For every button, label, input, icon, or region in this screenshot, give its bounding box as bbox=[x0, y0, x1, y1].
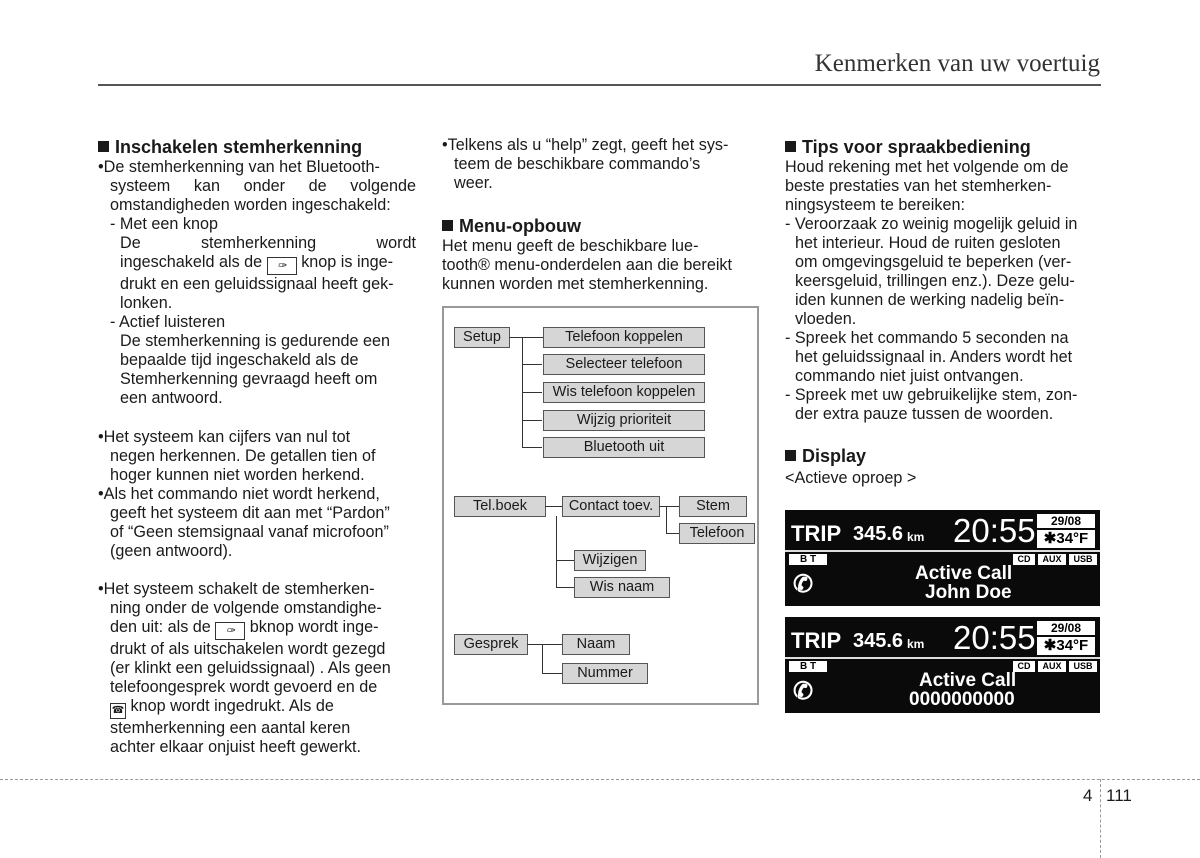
cd-badge: CD bbox=[1013, 661, 1035, 672]
bullet-3: •Als het commando niet wordt herkend, bbox=[98, 485, 380, 503]
distance-unit: km bbox=[907, 637, 925, 651]
text-line: De stemherkenning wordt bbox=[120, 234, 416, 252]
menu-box-wijzigen: Wijzigen bbox=[574, 550, 646, 571]
square-bullet-icon bbox=[785, 141, 796, 152]
menu-box-item: Wis telefoon koppelen bbox=[543, 382, 705, 403]
text-line: of “Geen stemsignaal vanaf microfoon” bbox=[110, 523, 389, 541]
footer-rule bbox=[0, 779, 1200, 780]
caller-number: 0000000000 bbox=[909, 689, 1015, 710]
text-line: weer. bbox=[454, 174, 493, 192]
menu-box-stem: Stem bbox=[679, 496, 747, 517]
text-line: negen herkennen. De getallen tien of bbox=[110, 447, 376, 465]
section-heading-voice: Inschakelen stemherkenning bbox=[98, 136, 416, 158]
text-line: drukt en een geluidssignaal heeft gek- bbox=[120, 275, 394, 293]
connector bbox=[666, 533, 679, 534]
connector bbox=[542, 644, 543, 674]
trip-label: TRIP bbox=[791, 521, 842, 546]
menu-box-nummer: Nummer bbox=[562, 663, 648, 684]
display-top-row bbox=[785, 617, 1100, 657]
trip-label: TRIP bbox=[791, 628, 842, 653]
text-line: keersgeluid, trillingen enz.). Deze gelu- bbox=[795, 272, 1075, 290]
section-heading-display: Display bbox=[785, 445, 1101, 467]
menu-box-wisnaam: Wis naam bbox=[574, 577, 670, 598]
text-line: geeft het systeem dit aan met “Pardon” bbox=[110, 504, 390, 522]
text-line: stemherkenning een aantal keren bbox=[110, 719, 351, 737]
display-screen-1 bbox=[785, 510, 1100, 606]
text-line: ingeschakeld als de ✑ knop is inge- bbox=[98, 253, 416, 275]
connector bbox=[527, 644, 562, 645]
date-badge: 29/08 bbox=[1037, 621, 1095, 635]
column-2 bbox=[442, 136, 760, 294]
aux-badge: AUX bbox=[1038, 661, 1066, 672]
menu-box-item: Wijzig prioriteit bbox=[543, 410, 705, 431]
text-line: - Spreek met uw gebruikelijke stem, zon- bbox=[785, 386, 1078, 404]
bullet-help: •Telkens als u “help” zegt, geeft het sys- bbox=[442, 136, 729, 154]
header-rule bbox=[98, 84, 1101, 86]
connector bbox=[556, 560, 574, 561]
menu-box-naam: Naam bbox=[562, 634, 630, 655]
connector bbox=[556, 516, 557, 587]
text-line: lonken. bbox=[120, 294, 173, 312]
connector bbox=[666, 506, 667, 534]
voice-call-icon: ✆ bbox=[793, 571, 814, 598]
text-line: ☎ knop wordt ingedrukt. Als de bbox=[98, 697, 416, 719]
column-1 bbox=[98, 136, 416, 757]
bullet-4: •Het systeem schakelt de stemherken- bbox=[98, 580, 375, 598]
text-line: een antwoord. bbox=[120, 389, 223, 407]
menu-box-contact: Contact toev. bbox=[562, 496, 660, 517]
spacer bbox=[98, 408, 416, 428]
menu-structure-diagram bbox=[442, 306, 759, 705]
temperature-badge: ✱34°F bbox=[1037, 637, 1095, 655]
text-line: beste prestaties van het stemherken- bbox=[785, 177, 1052, 195]
text-line: drukt of als uitschakelen wordt gezegd bbox=[110, 640, 386, 658]
text-line: der extra pauze tussen de woorden. bbox=[795, 405, 1054, 423]
date-badge: 29/08 bbox=[1037, 514, 1095, 528]
text-line: teem de beschikbare commando’s bbox=[454, 155, 701, 173]
text-line: (geen antwoord). bbox=[110, 542, 233, 560]
call-status: Active Call bbox=[919, 670, 1017, 691]
display-screen-2 bbox=[785, 617, 1100, 713]
caller-name: John Doe bbox=[925, 582, 1012, 603]
square-bullet-icon bbox=[98, 141, 109, 152]
usb-badge: USB bbox=[1069, 554, 1097, 565]
text-line: bepaalde tijd ingeschakeld als de bbox=[120, 351, 359, 369]
connector bbox=[545, 506, 562, 507]
section-heading-tips: Tips voor spraakbediening bbox=[785, 136, 1101, 158]
distance-unit: km bbox=[907, 530, 925, 544]
text-line: systeem kan onder de volgende bbox=[110, 177, 416, 195]
usb-badge: USB bbox=[1069, 661, 1097, 672]
text-line: telefoongesprek wordt gevoerd en de bbox=[110, 678, 378, 696]
text-line: iden kunnen de werking nadelig beïn- bbox=[795, 291, 1065, 309]
text-line: De stemherkenning is gedurende een bbox=[120, 332, 390, 350]
square-bullet-icon bbox=[442, 220, 453, 231]
clock-time: 20:55 bbox=[953, 619, 1036, 656]
spacer bbox=[785, 424, 1101, 445]
connector bbox=[509, 337, 544, 338]
text-line: ningsysteem te bereiken: bbox=[785, 196, 965, 214]
text-line: Het menu geeft de beschikbare lue- bbox=[442, 237, 699, 255]
menu-box-telefoon: Telefoon bbox=[679, 523, 755, 544]
connector bbox=[659, 506, 679, 507]
end-call-icon: ☎ bbox=[110, 703, 126, 719]
voice-call-icon: ✆ bbox=[793, 678, 814, 705]
text-line: hoger kunnen niet worden herkend. bbox=[110, 466, 365, 484]
bullet-1: •De stemherkenning van het Bluetooth- bbox=[98, 158, 380, 176]
bt-badge: B T bbox=[789, 554, 827, 565]
running-header: Kenmerken van uw voertuig bbox=[814, 50, 1100, 77]
text-line: om omgevingsgeluid te beperken (ver- bbox=[795, 253, 1072, 271]
section-heading-menu: Menu-opbouw bbox=[442, 215, 760, 237]
footer-vertical-rule bbox=[1100, 779, 1101, 858]
column-3 bbox=[785, 136, 1101, 488]
connector bbox=[522, 447, 542, 448]
cd-badge: CD bbox=[1013, 554, 1035, 565]
connector bbox=[522, 364, 542, 365]
display-caption: <Actieve oproep > bbox=[785, 469, 917, 487]
menu-box-setup: Setup bbox=[454, 327, 510, 348]
menu-box-telboek: Tel.boek bbox=[454, 496, 546, 517]
menu-box-item: Bluetooth uit bbox=[543, 437, 705, 458]
text-line: het interieur. Houd de ruiten gesloten bbox=[795, 234, 1061, 252]
text-line: - Veroorzaak zo weinig mogelijk geluid in bbox=[785, 215, 1078, 233]
text-line: ning onder de volgende omstandighe- bbox=[110, 599, 382, 617]
connector bbox=[542, 673, 562, 674]
aux-badge: AUX bbox=[1038, 554, 1066, 565]
temperature-badge: ✱34°F bbox=[1037, 530, 1095, 548]
text-line: Houd rekening met het volgende om de bbox=[785, 158, 1069, 176]
menu-box-item: Selecteer telefoon bbox=[543, 354, 705, 375]
display-divider bbox=[785, 657, 1100, 659]
sub-label-button: - Met een knop bbox=[110, 215, 218, 233]
clock-time: 20:55 bbox=[953, 512, 1036, 549]
display-top-row bbox=[785, 510, 1100, 550]
text-line: tooth® menu-onderdelen aan die bereikt bbox=[442, 256, 733, 274]
call-status: Active Call bbox=[915, 563, 1013, 584]
text-line: omstandigheden worden ingeschakeld: bbox=[110, 196, 391, 214]
connector bbox=[522, 392, 542, 393]
spacer bbox=[442, 193, 760, 215]
voice-key-icon: ✑ bbox=[215, 622, 245, 640]
bullet-2: •Het systeem kan cijfers van nul tot bbox=[98, 428, 351, 446]
connector bbox=[556, 587, 574, 588]
text-line: Stemherkenning gevraagd heeft om bbox=[120, 370, 378, 388]
text-line: kunnen worden met stemherkenning. bbox=[442, 275, 709, 293]
trip-distance: 345.6 bbox=[853, 630, 904, 652]
voice-key-icon: ✑ bbox=[267, 257, 297, 275]
square-bullet-icon bbox=[785, 450, 796, 461]
menu-box-item: Telefoon koppelen bbox=[543, 327, 705, 348]
display-divider bbox=[785, 550, 1100, 552]
sub-label-active: - Actief luisteren bbox=[110, 313, 226, 331]
text-line: den uit: als de ✑ bknop wordt inge- bbox=[98, 618, 416, 640]
text-line: commando niet juist ontvangen. bbox=[795, 367, 1024, 385]
trip-distance: 345.6 bbox=[853, 523, 904, 545]
text-line: (er klinkt een geluidssignaal) . Als geen bbox=[110, 659, 391, 677]
menu-box-gesprek: Gesprek bbox=[454, 634, 528, 655]
page-number: 111 bbox=[1106, 786, 1132, 805]
spacer bbox=[98, 561, 416, 580]
chapter-number: 4 bbox=[1083, 786, 1093, 805]
text-line: achter elkaar onjuist heeft gewerkt. bbox=[110, 738, 362, 756]
text-line: het geluidssignaal in. Anders wordt het bbox=[795, 348, 1073, 366]
connector bbox=[522, 420, 542, 421]
text-line: - Spreek het commando 5 seconden na bbox=[785, 329, 1069, 347]
text-line: vloeden. bbox=[795, 310, 857, 328]
bt-badge: B T bbox=[789, 661, 827, 672]
